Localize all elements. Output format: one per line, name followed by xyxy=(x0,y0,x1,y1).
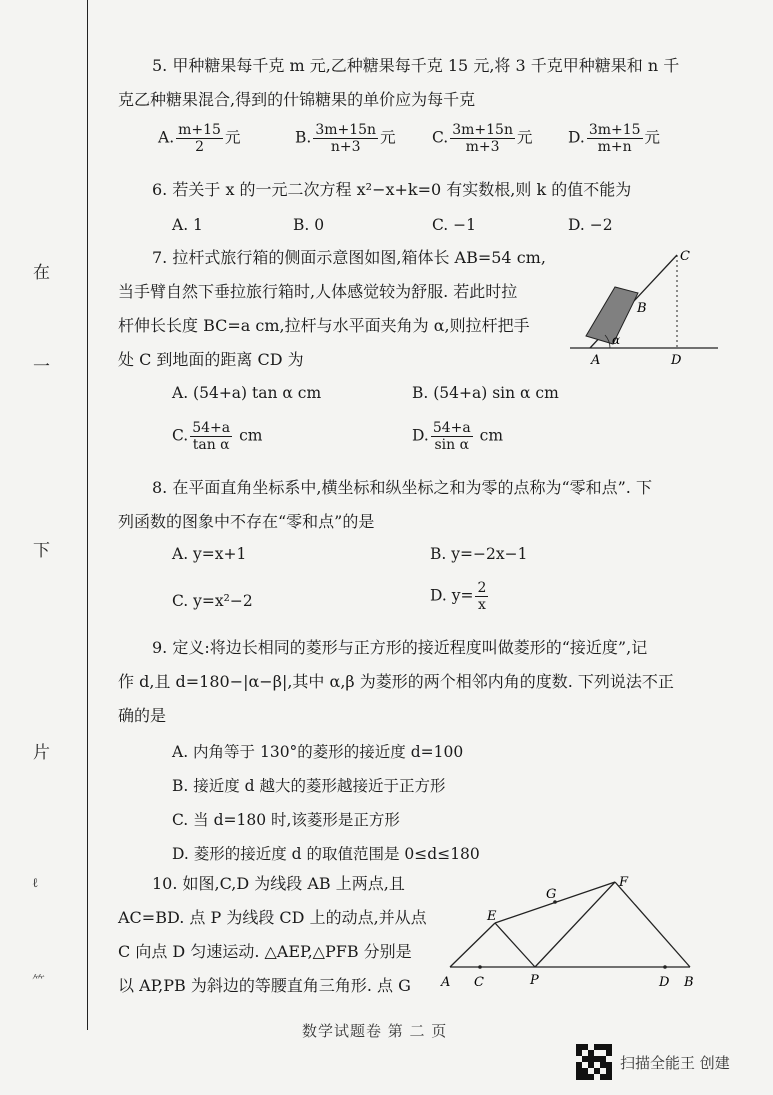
page-footer-title: 数学试题卷 第 二 页 xyxy=(302,1022,448,1040)
label-a: A xyxy=(591,353,601,368)
label-b: B xyxy=(684,975,694,990)
label-alpha: α xyxy=(612,333,621,347)
q9-option-d: D. 菱形的接近度 d 的取值范围是 0≤d≤180 xyxy=(172,845,480,863)
q5-line1: 5. 甲种糖果每千克 m 元,乙种糖果每千克 15 元,将 3 千克甲种糖果和 n 千 xyxy=(152,56,680,75)
side-label-yi: 一 xyxy=(33,357,50,377)
q10-line4: 以 AP,PB 为斜边的等腰直角三角形. 点 G xyxy=(118,976,411,995)
label-c: C xyxy=(474,975,484,990)
q7-line3: 杆伸长长度 BC=a cm,拉杆与水平面夹角为 α,则拉杆把手 xyxy=(118,316,530,335)
q10-line1: 10. 如图,C,D 为线段 AB 上两点,且 xyxy=(152,874,405,893)
fraction: $\frac{54+a}{\text{tan α}}$ xyxy=(192,420,231,454)
q10-figure xyxy=(438,870,700,995)
q9-line3: 确的是 xyxy=(118,706,167,725)
q6-line1: 6. 若关于 x 的一元二次方程 x²−x+k=0 有实数根,则 k 的值不能为 xyxy=(152,180,632,199)
q8-line2: 列函数的图象中不存在“零和点”的是 xyxy=(118,512,375,531)
q8-option-d: D. y= $\frac{2}{x}$ xyxy=(430,580,487,614)
q7-option-c: C. $\frac{54+a}{\text{tan α}}$ cm xyxy=(172,420,263,454)
fraction: $\frac{3m+15n}{n+3}$ xyxy=(315,122,377,156)
label-f: F xyxy=(619,875,629,890)
q9-line2: 作 d,且 d=180−|α−β|,其中 α,β 为菱形的两个相邻内角的度数. 下列说法不正 xyxy=(118,672,674,691)
q8-option-b: B. y=−2x−1 xyxy=(430,545,528,563)
q9-line1: 9. 定义:将边长相同的菱形与正方形的接近程度叫做菱形的“接近度”,记 xyxy=(152,638,648,657)
scanner-watermark xyxy=(576,1044,730,1080)
q7-line2: 当手臂自然下垂拉旅行箱时,人体感觉较为舒服. 若此时拉 xyxy=(118,282,518,301)
q6-option-d: D. −2 xyxy=(568,216,613,234)
q7-option-d: D. $\frac{54+a}{\text{sin α}}$ cm xyxy=(412,420,504,454)
q7-line4: 处 C 到地面的距离 CD 为 xyxy=(118,350,304,369)
fraction: $\frac{54+a}{\text{sin α}}$ xyxy=(432,420,471,454)
side-label-pian: 片 xyxy=(33,743,50,763)
q7-option-b: B. (54+a) sin α cm xyxy=(412,384,559,402)
qr-code-icon xyxy=(576,1044,612,1080)
q9-option-c: C. 当 d=180 时,该菱形是正方形 xyxy=(172,811,400,829)
watermark-text: 扫描全能王 创建 xyxy=(620,1053,730,1072)
q5-line2: 克乙种糖果混合,得到的什锦糖果的单价应为每千克 xyxy=(118,90,476,109)
label-c: C xyxy=(680,249,690,264)
segment-ae xyxy=(450,923,495,967)
q6-option-b: B. 0 xyxy=(293,216,325,234)
segment-ep xyxy=(495,923,535,967)
q8-option-a: A. y=x+1 xyxy=(172,545,247,563)
point-d xyxy=(663,965,667,969)
label-d: D xyxy=(659,975,670,990)
fraction: $\frac{3m+15n}{m+3}$ xyxy=(452,122,513,156)
q8-line1: 8. 在平面直角坐标系中,横坐标和纵坐标之和为零的点称为“零和点”. 下 xyxy=(152,478,652,497)
q7-line1: 7. 拉杆式旅行箱的侧面示意图如图,箱体长 AB=54 cm, xyxy=(152,248,546,267)
label-d: D xyxy=(671,353,682,368)
fraction: $\frac{m+15}{2}$ xyxy=(178,122,221,156)
q6-option-a: A. 1 xyxy=(172,216,203,234)
side-mark-1: ℓ xyxy=(32,876,39,891)
q5-option-d: D. $\frac{3m+15}{m+n}$ 元 xyxy=(568,122,661,156)
binding-line xyxy=(87,0,88,1030)
label-b: B xyxy=(637,301,647,316)
label-e: E xyxy=(487,909,497,924)
q6-option-c: C. −1 xyxy=(432,216,477,234)
q8-option-c: C. y=x²−2 xyxy=(172,592,253,610)
side-mark-2: ⺮ xyxy=(32,974,46,989)
segment-fb xyxy=(615,882,690,967)
q5-option-a: A. $\frac{m+15}{2}$ 元 xyxy=(158,122,241,156)
fraction: $\frac{3m+15}{m+n}$ xyxy=(588,122,641,156)
label-a: A xyxy=(441,975,451,990)
q9-option-b: B. 接近度 d 越大的菱形越接近于正方形 xyxy=(172,777,446,795)
point-c xyxy=(478,965,482,969)
label-p: P xyxy=(530,973,539,988)
q5-option-b: B. $\frac{3m+15n}{n+3}$ 元 xyxy=(295,122,396,156)
q9-option-a: A. 内角等于 130°的菱形的接近度 d=100 xyxy=(172,743,464,761)
q10-line2: AC=BD. 点 P 为线段 CD 上的动点,并从点 xyxy=(118,908,427,927)
side-label-zai: 在 xyxy=(33,263,50,283)
q10-line3: C 向点 D 匀速运动. △AEP,△PFB 分别是 xyxy=(118,942,412,961)
label-g: G xyxy=(546,887,557,902)
q5-option-c: C. $\frac{3m+15n}{m+3}$ 元 xyxy=(432,122,533,156)
side-label-xia: 下 xyxy=(33,541,50,561)
q7-figure xyxy=(570,240,720,370)
fraction: $\frac{2}{x}$ xyxy=(477,580,487,614)
q7-option-a: A. (54+a) tan α cm xyxy=(172,384,322,402)
